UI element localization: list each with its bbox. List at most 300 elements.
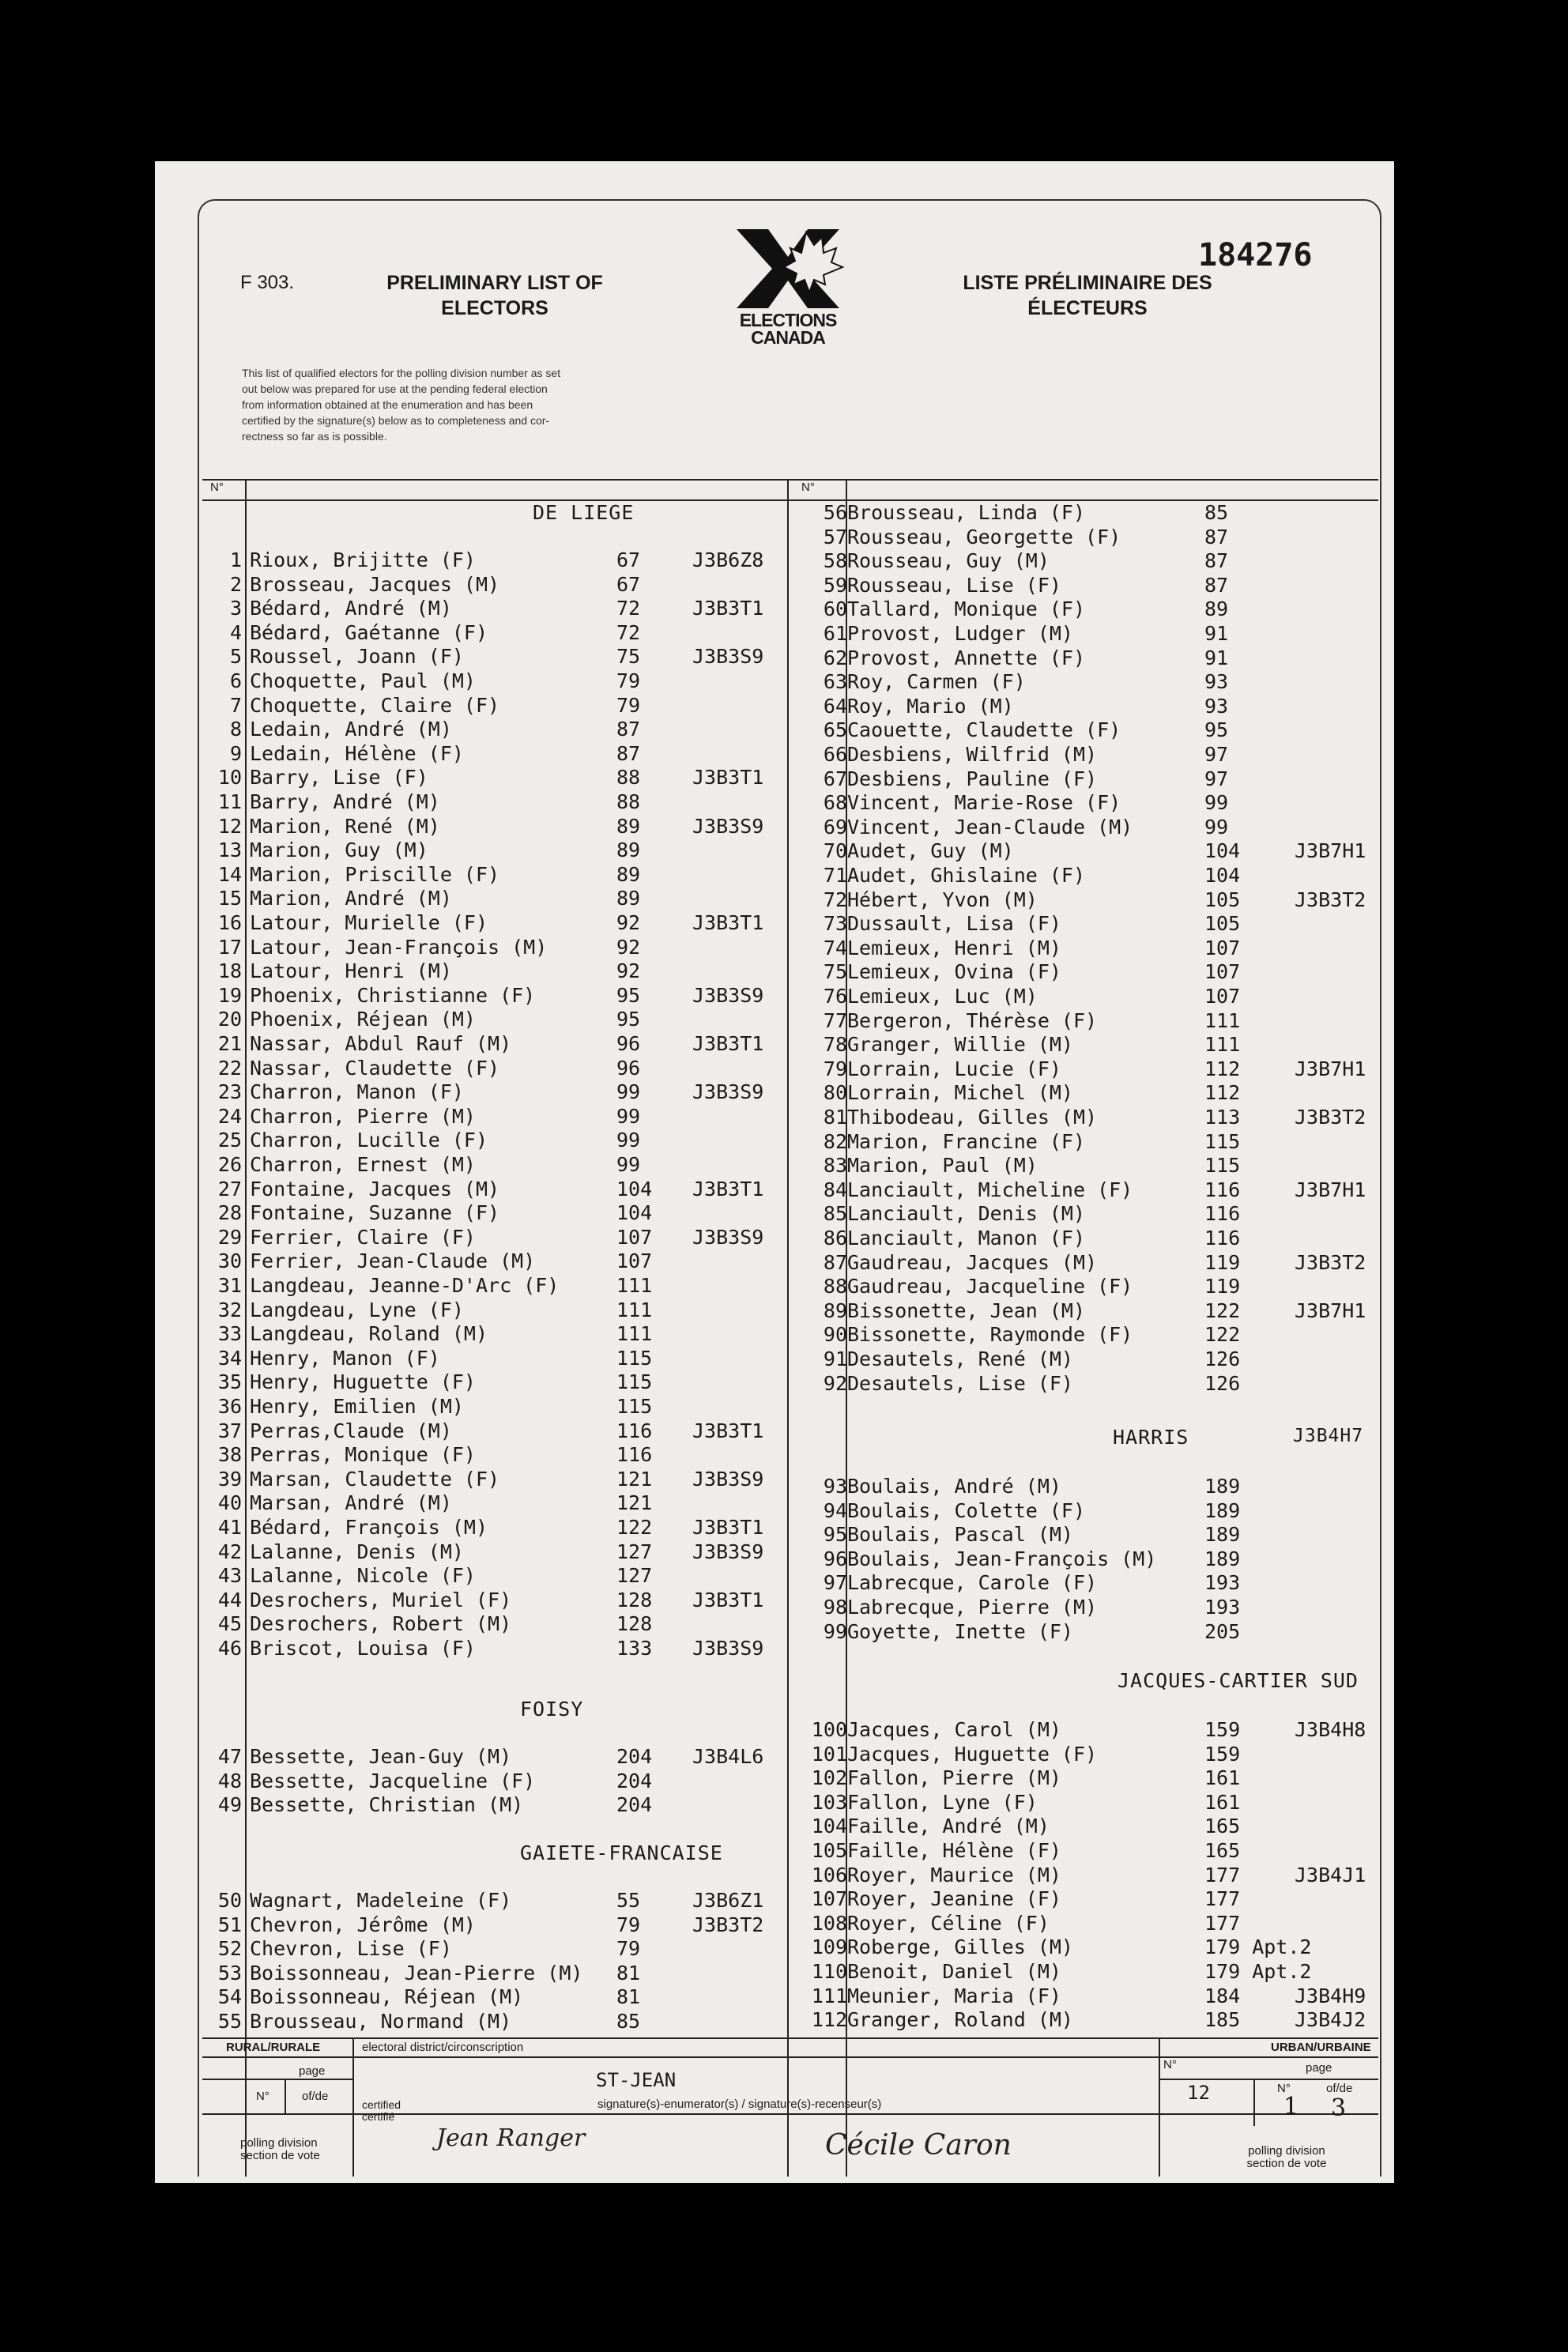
elector-address: 115 [616,1346,653,1370]
title-en-line2: ELECTORS [441,297,548,319]
elector-address: 179 Apt.2 [1204,1936,1312,1959]
title-fr-line1: LISTE PRÉLIMINAIRE DES [963,272,1212,294]
elector-number: 68 [823,791,847,815]
elector-name: Tallard, Monique (F) [847,597,1086,621]
elector-address: 81 [616,1985,641,2009]
elector-number: 23 [217,1080,242,1104]
elector-number: 9 [229,741,242,765]
elector-name: Brosseau, Jacques (M) [250,572,500,596]
elector-number: 15 [217,887,242,910]
elector-address: 161 [1204,1766,1241,1790]
elector-number: 27 [217,1177,242,1200]
elector-number: 72 [823,888,847,911]
elector-number: 102 [811,1766,847,1790]
elector-name: Desrochers, Muriel (F) [250,1588,512,1611]
elector-name: Provost, Ludger (M) [847,622,1073,645]
elector-address: 79 [616,1913,641,1936]
elector-postal-code: J3B3T1 [692,1177,764,1200]
elector-name: Lanciault, Micheline (F) [847,1178,1133,1201]
elector-address: 116 [1204,1227,1241,1250]
elector-name: Jacques, Carol (M) [847,1718,1061,1741]
elector-address: 113 [1204,1106,1241,1129]
elector-name: Rousseau, Guy (M) [847,549,1050,573]
elector-name: Boissonneau, Jean-Pierre (M) [250,1961,583,1984]
elector-name: Langdeau, Jeanne-D'Arc (F) [250,1274,560,1297]
elector-name: Latour, Murielle (F) [250,911,488,934]
elector-name: Gaudreau, Jacqueline (F) [847,1275,1133,1298]
elector-address: 72 [616,597,641,620]
elector-address: 88 [616,790,641,813]
district-label: electoral district/circonscription [362,2041,524,2054]
elector-address: 189 [1204,1547,1241,1570]
elector-number: 26 [217,1153,242,1176]
elector-number: 11 [217,790,242,813]
elector-name: Lalanne, Denis (M) [250,1540,464,1563]
elector-address: 85 [616,2010,641,2033]
elector-postal-code: J3B6Z1 [692,1889,764,1912]
elector-name: Lanciault, Manon (F) [847,1227,1086,1250]
elector-address: 189 [1204,1475,1241,1498]
elector-name: Roberge, Gilles (M) [847,1936,1073,1959]
elector-number: 53 [217,1961,242,1984]
elector-number: 30 [217,1250,242,1273]
elector-name: Lanciault, Denis (M) [847,1202,1086,1226]
elector-name: Royer, Maurice (M) [847,1863,1061,1886]
col-header-right: N° [801,481,815,494]
elector-name: Boulais, Jean-François (M) [847,1547,1157,1570]
elector-name: Jacques, Huguette (F) [847,1742,1098,1766]
elector-number: 92 [823,1371,847,1395]
elector-name: Chevron, Jérôme (M) [250,1913,476,1936]
elector-address: 122 [1204,1298,1241,1322]
elector-name: Henry, Emilien (M) [250,1395,464,1418]
elector-number: 43 [217,1564,242,1588]
elector-address: 177 [1204,1887,1241,1911]
elector-number: 42 [217,1540,242,1563]
elector-postal-code: J3B3S9 [692,1637,764,1660]
elector-address: 116 [616,1443,653,1467]
notice-en-line4: certified by the signature(s) below as to completeness and cor- [242,414,550,427]
elector-number: 89 [823,1298,847,1322]
elector-address: 87 [1204,525,1229,548]
elector-number: 28 [217,1201,242,1225]
elector-name: Choquette, Paul (M) [250,669,476,692]
elector-postal-code: J3B3S9 [692,1225,764,1249]
elector-number: 107 [811,1887,847,1911]
elector-address: 92 [616,911,641,934]
elector-address: 104 [616,1177,653,1200]
elector-address: 99 [616,1104,641,1128]
elector-number: 35 [217,1370,242,1394]
elector-name: Lorrain, Lucie (F) [847,1057,1061,1080]
elector-address: 88 [616,766,641,790]
elector-name: Labrecque, Carole (F) [847,1571,1098,1595]
elector-address: 116 [616,1419,653,1442]
elector-address: 107 [616,1225,653,1249]
elector-address: 75 [616,645,641,669]
elector-address: 161 [1204,1790,1241,1814]
elector-address: 81 [616,1961,641,1984]
elector-name: Barry, Lise (F) [250,766,428,790]
form-number: F 303. [240,272,295,293]
logo-text-line1: ELECTIONS [739,310,837,330]
elector-name: Bissonette, Raymonde (F) [847,1323,1133,1347]
signature-label: signature(s)-enumerator(s) / signature(s)-recenseur(s) [597,2098,882,2111]
elector-name: Marion, Paul (M) [847,1154,1038,1178]
header-rule [202,479,1378,481]
elector-list-sheet [155,161,1394,2183]
elector-number: 105 [811,1839,847,1862]
certified-label [362,2099,401,2123]
elector-number: 16 [217,911,242,934]
elector-number: 6 [229,669,242,692]
elector-postal-code: J3B4L6 [692,1745,764,1768]
elector-name: Phoenix, Réjean (M) [250,1008,476,1031]
elector-address: 126 [1204,1371,1241,1395]
elector-address: 93 [1204,670,1229,694]
elector-number: 91 [823,1348,847,1370]
elector-address: 115 [616,1370,653,1394]
left-number-rule [245,479,247,2177]
elector-address: 119 [1204,1250,1241,1274]
elector-address: 177 [1204,1911,1241,1935]
elector-address: 193 [1204,1571,1241,1595]
elector-name: Boulais, Colette (F) [847,1498,1086,1522]
elector-name: Perras, Monique (F) [250,1443,476,1467]
rural-label: RURAL/RURALE [226,2041,321,2054]
elector-address: 165 [1204,1839,1241,1862]
elector-number: 14 [217,862,242,886]
elector-address: 116 [1204,1178,1241,1201]
elector-address: 205 [1204,1619,1241,1643]
elector-number: 57 [823,525,847,548]
title-french [929,270,1246,321]
elector-postal-code: J3B3T1 [692,1588,764,1611]
elector-number: 40 [217,1491,242,1515]
elector-name: Hébert, Yvon (M) [847,888,1038,911]
elector-name: Bissonette, Jean (M) [847,1298,1086,1322]
elector-name: Bessette, Jacqueline (F) [250,1769,536,1792]
rural-no-label: N° [256,2090,270,2103]
elector-address: 79 [616,1937,641,1961]
elector-name: Meunier, Maria (F) [847,1984,1061,2007]
elector-name: Roy, Carmen (F) [847,670,1026,694]
elector-name: Boulais, Pascal (M) [847,1523,1073,1547]
urban-page-no: 1 [1283,2093,1299,2120]
elector-name: Charron, Pierre (M) [250,1104,476,1128]
elector-number: 110 [811,1960,847,1983]
elector-address: 179 Apt.2 [1204,1960,1312,1983]
elector-number: 79 [823,1057,847,1080]
certified-en: certified [362,2098,401,2111]
elector-number: 63 [823,670,847,694]
elector-number: 104 [811,1815,847,1838]
elector-address: 111 [1204,1008,1241,1032]
notice-en-line3: from information obtained at the enumeration and has been [242,398,533,411]
elector-address: 89 [616,887,641,910]
elector-postal-code: J3B3T2 [1295,1106,1366,1129]
elector-address: 111 [1204,1033,1241,1057]
elector-number: 22 [217,1056,242,1080]
elector-number: 101 [811,1742,847,1766]
elector-postal-code: J3B7H1 [1295,1057,1366,1080]
elector-name: Brousseau, Normand (M) [250,2010,512,2033]
elector-name: Faille, André (M) [847,1815,1050,1838]
elector-address: 111 [616,1322,653,1346]
elector-postal-code: J3B3T1 [692,766,764,790]
elector-number: 29 [217,1225,242,1249]
elector-name: Gaudreau, Jacques (M) [847,1250,1098,1274]
elector-number: 66 [823,743,847,766]
elector-number: 37 [217,1419,242,1442]
elector-name: Marsan, Claudette (F) [250,1467,500,1491]
elector-address: 128 [616,1612,653,1636]
elector-name: Desrochers, Robert (M) [250,1612,512,1636]
elector-number: 47 [217,1745,242,1768]
elector-name: Charron, Manon (F) [250,1080,464,1104]
elector-address: 99 [616,1129,641,1152]
elector-name: Marion, Francine (F) [847,1129,1086,1153]
elector-number: 45 [217,1612,242,1636]
elector-address: 93 [1204,694,1229,718]
elector-address: 99 [616,1153,641,1176]
urban-page-no-label: N° [1277,2082,1291,2095]
elector-name: Lalanne, Nicole (F) [250,1564,476,1588]
street-de-liege: DE LIEGE [533,501,635,524]
elector-name: Marion, André (M) [250,887,452,910]
elector-address: 104 [616,1201,653,1225]
elector-number: 55 [217,2010,242,2033]
elector-postal-code: J3B3S9 [692,645,764,669]
elector-number: 75 [823,960,847,984]
elector-address: 115 [1204,1129,1241,1153]
elector-name: Brousseau, Linda (F) [847,501,1086,524]
elector-number: 80 [823,1081,847,1105]
elector-address: 127 [616,1540,653,1563]
elector-name: Phoenix, Christianne (F) [250,983,536,1007]
elector-address: 177 [1204,1863,1241,1886]
elector-address: 55 [616,1889,641,1912]
serial-number: 184276 [1198,237,1313,273]
notice-english [242,365,732,444]
polling-label-rural [240,2137,320,2162]
polling-en: polling division [240,2136,318,2150]
elector-name: Roussel, Joann (F) [250,645,464,669]
elector-number: 18 [217,959,242,983]
elector-address: 122 [616,1516,653,1539]
elector-name: Wagnart, Madeleine (F) [250,1889,512,1912]
elector-postal-code: J3B4J2 [1295,2008,1366,2032]
elector-address: 127 [616,1564,653,1588]
elector-number: 39 [217,1467,242,1491]
elector-name: Bédard, André (M) [250,597,452,620]
elector-address: 97 [1204,767,1229,790]
elector-address: 133 [616,1637,653,1660]
rural-page-label: page [299,2064,326,2078]
elector-postal-code: J3B3S9 [692,814,764,838]
elector-name: Rioux, Brijitte (F) [250,548,476,571]
elector-name: Rousseau, Georgette (F) [847,525,1121,548]
elector-number: 50 [217,1889,242,1912]
elector-address: 159 [1204,1718,1241,1741]
urban-polling-fr: section de vote [1246,2157,1327,2170]
elector-postal-code: J3B3T1 [692,1032,764,1055]
elector-address: 85 [1204,501,1229,524]
elector-name: Granger, Roland (M) [847,2008,1073,2032]
elector-number: 87 [823,1250,847,1274]
elector-postal-code: J3B7H1 [1295,1298,1366,1322]
street-harris: HARRIS [1113,1426,1189,1449]
elector-number: 41 [217,1516,242,1539]
elector-name: Audet, Ghislaine (F) [847,864,1086,887]
elector-name: Dussault, Lisa (F) [847,912,1061,936]
elector-name: Audet, Guy (M) [847,839,1014,863]
elector-number: 17 [217,935,242,959]
elector-number: 100 [811,1718,847,1741]
urban-no-label: N° [1163,2058,1177,2071]
elector-number: 25 [217,1129,242,1152]
elector-name: Latour, Jean-François (M) [250,935,548,959]
elector-number: 59 [823,573,847,597]
elector-postal-code: J3B3T1 [692,1516,764,1539]
elector-number: 46 [217,1637,242,1660]
elector-postal-code: J3B3T1 [692,1419,764,1442]
elector-address: 95 [616,983,641,1007]
elector-number: 99 [823,1619,847,1643]
elector-address: 89 [616,839,641,862]
elector-address: 159 [1204,1742,1241,1766]
elector-number: 13 [217,839,242,862]
elector-address: 87 [1204,549,1229,573]
elector-number: 52 [217,1937,242,1961]
elector-address: 89 [616,814,641,838]
elector-name: Perras,Claude (M) [250,1419,452,1442]
elector-number: 76 [823,985,847,1008]
elector-number: 111 [811,1984,847,2007]
elector-postal-code: J3B6Z8 [692,548,764,571]
elector-address: 107 [1204,985,1241,1008]
elector-address: 119 [1204,1275,1241,1298]
elector-name: Marion, Priscille (F) [250,862,500,886]
elector-address: 104 [1204,864,1241,887]
elector-name: Fontaine, Suzanne (F) [250,1201,500,1225]
elector-name: Chevron, Lise (F) [250,1937,452,1961]
urban-page-of: 3 [1331,2094,1347,2122]
elector-address: 111 [616,1298,653,1321]
elector-number: 12 [217,814,242,838]
elector-name: Nassar, Abdul Rauf (M) [250,1032,512,1055]
elector-number: 58 [823,549,847,573]
elector-number: 65 [823,718,847,742]
elector-address: 72 [616,620,641,644]
rural-of-label: of/de [302,2090,329,2103]
elector-name: Henry, Huguette (F) [250,1370,476,1394]
elector-address: 87 [616,718,641,741]
elector-number: 51 [217,1913,242,1936]
elector-number: 103 [811,1790,847,1814]
elector-name: Choquette, Claire (F) [250,693,500,717]
title-fr-line2: ÉLECTEURS [1027,297,1148,319]
urban-polling-en: polling division [1248,2144,1325,2158]
elector-address: 204 [616,1745,653,1768]
elector-number: 78 [823,1033,847,1057]
elector-postal-code: J3B4H9 [1295,1984,1366,2007]
elector-postal-code: J3B3T1 [692,597,764,620]
elector-number: 10 [217,766,242,790]
elector-address: 193 [1204,1596,1241,1619]
urban-label: URBAN/URBAINE [1271,2041,1371,2054]
elector-number: 60 [823,597,847,621]
elector-address: 95 [616,1008,641,1031]
elector-address: 96 [616,1056,641,1080]
elector-number: 21 [217,1032,242,1055]
elector-name: Roy, Mario (M) [847,694,1014,718]
elector-number: 69 [823,815,847,839]
elector-number: 84 [823,1178,847,1201]
elector-name: Langdeau, Roland (M) [250,1322,488,1346]
elector-address: 87 [616,741,641,765]
elector-name: Barry, André (M) [250,790,440,813]
elector-address: 67 [616,572,641,596]
elector-address: 204 [616,1793,653,1817]
title-english [337,270,653,321]
elector-name: Charron, Ernest (M) [250,1153,476,1176]
elector-address: 97 [1204,743,1229,766]
elector-name: Fontaine, Jacques (M) [250,1177,500,1200]
elector-name: Lemieux, Luc (M) [847,985,1038,1008]
elector-address: 128 [616,1588,653,1611]
elector-address: 79 [616,693,641,717]
elector-address: 107 [616,1250,653,1273]
notice-en-line5: rectness so far as is possible. [242,430,387,443]
elector-number: 77 [823,1008,847,1032]
title-en-line1: PRELIMINARY LIST OF [386,272,603,294]
elector-name: Nassar, Claudette (F) [250,1056,500,1080]
elector-number: 86 [823,1227,847,1250]
elections-canada-logo [713,221,863,348]
elector-name: Royer, Céline (F) [847,1911,1050,1935]
elector-name: Fallon, Lyne (F) [847,1790,1038,1814]
elector-number: 4 [229,620,242,644]
elector-postal-code: J3B7H1 [1295,1178,1366,1201]
elector-number: 64 [823,694,847,718]
elector-address: 87 [1204,573,1229,597]
polling-label-urban [1223,2145,1350,2170]
elector-number: 33 [217,1322,242,1346]
elector-name: Granger, Willie (M) [847,1033,1073,1057]
elector-number: 20 [217,1008,242,1031]
elector-number: 95 [823,1523,847,1547]
elector-address: 121 [616,1467,653,1491]
elector-name: Ferrier, Claire (F) [250,1225,476,1249]
elector-address: 185 [1204,2008,1241,2032]
elector-address: 67 [616,548,641,571]
elector-number: 62 [823,646,847,669]
certified-fr: certifié [362,2110,395,2123]
elector-name: Vincent, Jean-Claude (M) [847,815,1133,839]
elector-number: 70 [823,839,847,863]
elector-number: 90 [823,1323,847,1347]
elector-address: 96 [616,1032,641,1055]
elector-name: Bergeron, Thérèse (F) [847,1008,1098,1032]
elector-postal-code: J3B3S9 [692,1467,764,1491]
elector-postal-code: J3B3S9 [692,1540,764,1563]
signature-1: Jean Ranger [436,2124,586,2152]
elector-name: Fallon, Pierre (M) [847,1766,1061,1790]
elector-name: Faille, Hélène (F) [847,1839,1061,1862]
urban-page-label: page [1306,2061,1332,2075]
elector-name: Ledain, Hélène (F) [250,741,464,765]
